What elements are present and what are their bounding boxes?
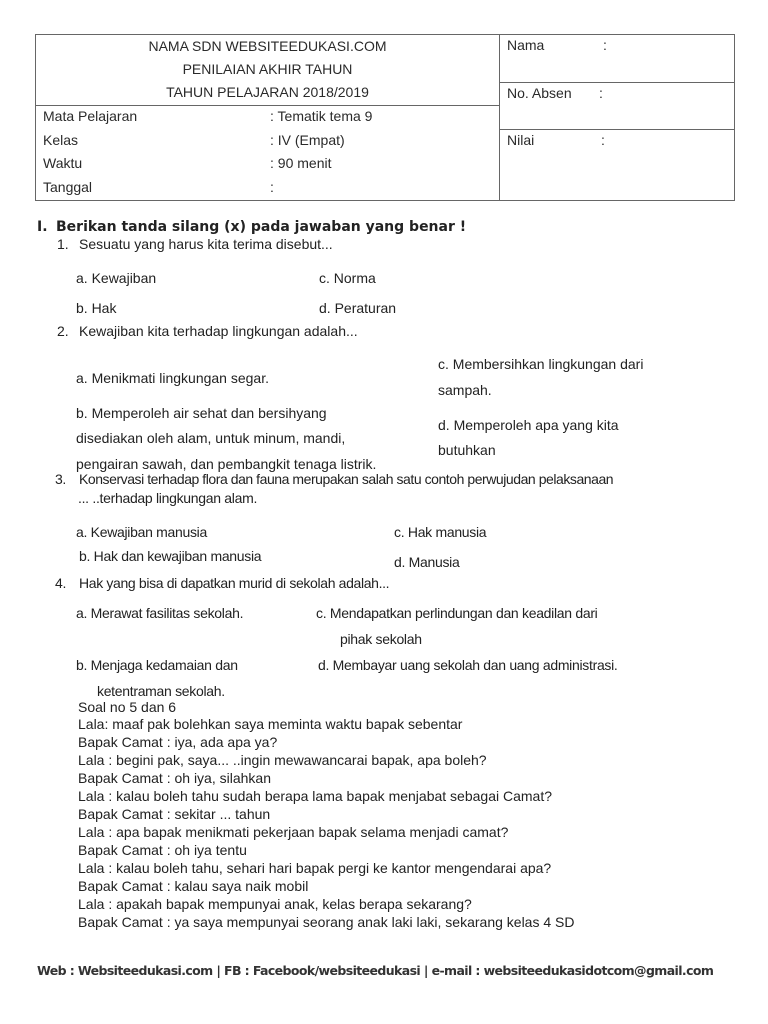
option-c-cont: pihak sekolah [340,631,422,647]
dialogue-line: Bapak Camat : iya, ada apa ya? [78,734,278,750]
score-field[interactable]: : [601,132,605,148]
field-label-time: Waktu [43,155,83,171]
option-b[interactable]: b. Memperoleh air sehat dan bersihyang [76,405,327,421]
field-value-date: : [270,179,274,195]
question-number: 3. [55,471,66,487]
student-name-field[interactable]: : [603,37,607,53]
dialogue-line: Bapak Camat : sekitar ... tahun [78,806,271,822]
field-label-date: Tanggal [43,179,93,195]
table-divider-right-1 [499,82,734,83]
dialogue-line: Lala : apakah bapak mempunyai anak, kelas berapa sekarang? [78,896,472,912]
field-label-class: Kelas [43,132,79,148]
option-b[interactable]: b. Hak dan kewajiban manusia [79,548,262,564]
option-d[interactable]: d. Memperoleh apa yang kita [438,417,619,433]
question-text: Kewajiban kita terhadap lingkungan adalah... [79,323,358,339]
dialogue-line: Lala : begini pak, saya... ..ingin mewawancarai bapak, apa boleh? [78,752,487,768]
question-number: 1. [57,236,69,252]
section-number: I. [37,219,48,235]
question-number: 4. [55,575,67,591]
option-b-cont-1: disediakan oleh alam, untuk minum, mandi, [76,430,346,446]
option-d[interactable]: d. Membayar uang sekolah dan uang administrasi. [318,657,618,673]
question-text: Konservasi terhadap flora dan fauna merupakan salah satu contoh perwujudan pelaksanaan [79,471,614,487]
question-text: Hak yang bisa di dapatkan murid di sekolah adalah... [79,575,390,591]
student-name-label: Nama [507,37,545,53]
field-value-class: : IV (Empat) [270,132,345,148]
question-number: 2. [57,323,69,339]
option-c[interactable]: c. Mendapatkan perlindungan dan keadilan dari [316,605,598,621]
field-value-subject: : Tematik tema 9 [270,108,373,124]
dialogue-line: Bapak Camat : oh iya, silahkan [78,770,271,786]
student-number-field[interactable]: : [599,85,603,101]
option-a[interactable]: a. Kewajiban [76,270,157,286]
dialogue-line: Lala : apa bapak menikmati pekerjaan bapak selama menjadi camat? [78,824,509,840]
dialogue-heading: Soal no 5 dan 6 [78,699,177,715]
dialogue-line: Bapak Camat : kalau saya naik mobil [78,878,309,894]
dialogue-line: Lala: maaf pak bolehkan saya meminta waktu bapak sebentar [78,716,463,732]
option-b[interactable]: b. Menjaga kedamaian dan [76,657,238,673]
dialogue-line: Bapak Camat : oh iya tentu [78,842,247,858]
dialogue-line: Lala : kalau boleh tahu, sehari hari bapak pergi ke kantor mengendarai apa? [78,860,552,876]
option-b-cont: ketentraman sekolah. [97,683,225,699]
school-year: TAHUN PELAJARAN 2018/2019 [166,84,369,100]
option-d[interactable]: d. Peraturan [319,300,397,316]
option-c[interactable]: c. Hak manusia [394,524,487,540]
question-text-cont: ... ..terhadap lingkungan alam. [78,490,258,506]
option-a[interactable]: a. Merawat fasilitas sekolah. [76,605,244,621]
option-a[interactable]: a. Kewajiban manusia [76,524,207,540]
footer-contact: Web : Websiteedukasi.com | FB : Facebook/websiteedukasi | e-mail : websiteedukasidotcom@gmail.com [37,963,714,978]
header-table [35,34,735,201]
table-divider-left [36,105,499,106]
field-label-subject: Mata Pelajaran [43,108,138,124]
question-text: Sesuatu yang harus kita terima disebut... [79,236,333,252]
school-name: NAMA SDN WEBSITEEDUKASI.COM [148,38,387,54]
table-divider-right-2 [499,129,734,130]
field-value-time: : 90 menit [270,155,332,171]
option-c-cont: sampah. [438,382,492,398]
option-b[interactable]: b. Hak [76,300,117,316]
option-c[interactable]: c. Membersihkan lingkungan dari [438,356,644,372]
option-a[interactable]: a. Menikmati lingkungan segar. [76,370,269,386]
dialogue-line: Lala : kalau boleh tahu sudah berapa lama bapak menjabat sebagai Camat? [78,788,552,804]
option-c[interactable]: c. Norma [319,270,376,286]
student-number-label: No. Absen [507,85,572,101]
table-divider-vertical [499,35,500,200]
exam-title: PENILAIAN AKHIR TAHUN [182,61,353,77]
section-title: Berikan tanda silang (x) pada jawaban yang benar ! [56,219,467,235]
score-label: Nilai [507,132,535,148]
option-b-cont-2: pengairan sawah, dan pembangkit tenaga listrik. [76,456,377,472]
option-d[interactable]: d. Manusia [394,554,460,570]
option-d-cont: butuhkan [438,442,496,458]
dialogue-line: Bapak Camat : ya saya mempunyai seorang anak laki laki, sekarang kelas 4 SD [78,914,575,930]
